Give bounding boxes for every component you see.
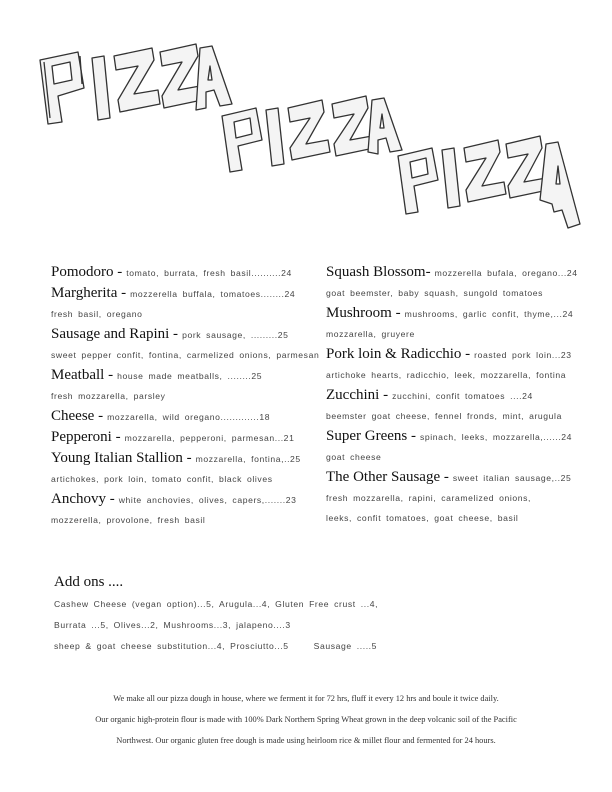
item-description-continued: artichoke hearts, radicchio, leek, mozzarella, fontina: [326, 370, 567, 380]
menu-left-column: [51, 262, 320, 530]
dough-note-line: Northwest. Our organic gluten free dough is made using heirloom rice & millet flour and fermented for 24 hours.: [116, 736, 496, 745]
addons-line: sheep & goat cheese substitution...4, Prosciutto...5 Sausage .....5: [54, 641, 378, 651]
addons-section: [54, 572, 574, 657]
item-description-continued: mozzarella, gruyere: [326, 329, 415, 339]
item-description: tomato, burrata, fresh basil..........24: [126, 268, 292, 278]
menu-item-margherita: [51, 283, 313, 324]
item-name: Super Greens -: [326, 428, 416, 444]
item-description-continued: fresh mozzarella, parsley: [51, 391, 166, 401]
item-description-continued: fresh mozzarella, rapini, caramelized onions, leeks, confit tomatoes, goat cheese, basil: [326, 493, 532, 523]
item-description: mozzarella, wild oregano.............18: [107, 412, 271, 422]
item-description-continued: goat beemster, baby squash, sungold tomatoes: [326, 288, 543, 298]
menu-item-anchovy: [51, 489, 313, 530]
item-description: zucchini, confit tomatoes ....24: [392, 391, 533, 401]
item-description: mozzarella, fontina,..25: [195, 454, 301, 464]
addons-line: Burrata ...5, Olives...2, Mushrooms...3, jalapeno....3: [54, 620, 291, 630]
item-name: Cheese -: [51, 408, 104, 424]
item-name: The Other Sausage -: [326, 469, 449, 485]
menu-item-pork-loin-radicchio: [326, 344, 596, 385]
dough-note-line: Our organic high-protein flour is made with 100% Dark Northern Spring Wheat grown in the deep volcanic soil of the Pacific: [95, 715, 517, 724]
item-name: Sausage and Rapini -: [51, 326, 179, 342]
dough-note: [30, 688, 582, 751]
menu-item-other-sausage: [326, 467, 596, 528]
item-description: mozzerella buffala, tomatoes........24: [130, 289, 296, 299]
item-description-continued: mozzerella, provolone, fresh basil: [51, 515, 206, 525]
menu-right-column: [326, 262, 596, 528]
addons-line: Cashew Cheese (vegan option)...5, Arugula...4, Gluten Free crust ...4,: [54, 599, 379, 609]
item-description-continued: beemster goat cheese, fennel fronds, mint, arugula: [326, 411, 562, 421]
item-description-continued: artichokes, pork loin, tomato confit, black olives: [51, 474, 273, 484]
item-description: mozzerella bufala, oregano...24: [434, 268, 578, 278]
item-description-continued: goat cheese: [326, 452, 382, 462]
logo-word-1: [40, 44, 232, 124]
pizza-logo-drawing: [0, 0, 612, 260]
item-description: mozzarella, pepperoni, parmesan...21: [124, 433, 295, 443]
item-name: Mushroom -: [326, 305, 401, 321]
item-description: mushrooms, garlic confit, thyme,...24: [404, 309, 574, 319]
item-name: Pepperoni -: [51, 429, 121, 445]
item-description: white anchovies, olives, capers,.......23: [118, 495, 297, 505]
item-name: Anchovy -: [51, 491, 115, 507]
item-description: pork sausage, .........25: [182, 330, 289, 340]
menu-item-sausage-rapini: [51, 324, 320, 365]
menu-item-pepperoni: [51, 427, 313, 448]
item-name: Zucchini -: [326, 387, 389, 403]
item-description-continued: sweet pepper confit, fontina, carmelized onions, parmesan: [51, 350, 320, 360]
menu-item-squash-blossom: [326, 262, 596, 303]
item-description: house made meatballs, ........25: [117, 371, 263, 381]
item-name: Pork loin & Radicchio -: [326, 346, 471, 362]
addons-title: Add ons ....: [54, 574, 124, 590]
menu-item-super-greens: [326, 426, 596, 467]
menu-item-pomodoro: [51, 262, 313, 283]
item-name: Margherita -: [51, 285, 127, 301]
item-description: spinach, leeks, mozzarella,......24: [419, 432, 573, 442]
menu-item-cheese: [51, 406, 313, 427]
dough-note-line: We make all our pizza dough in house, where we ferment it for 72 hrs, fluff it every 12 hrs and boule it twice daily.: [113, 694, 499, 703]
logo-word-2: [222, 96, 402, 172]
item-name: Young Italian Stallion -: [51, 450, 192, 466]
item-description-continued: fresh basil, oregano: [51, 309, 143, 319]
menu-item-young-italian-stallion: [51, 448, 313, 489]
pizza-logo: [0, 0, 612, 260]
menu-item-mushroom: [326, 303, 596, 344]
logo-word-3: [398, 136, 580, 228]
item-name: Squash Blossom-: [326, 264, 431, 280]
menu-item-zucchini: [326, 385, 596, 426]
item-name: Meatball -: [51, 367, 114, 383]
item-description: roasted pork loin...23: [474, 350, 572, 360]
menu-item-meatball: [51, 365, 313, 406]
item-name: Pomodoro -: [51, 264, 123, 280]
item-description: sweet italian sausage,..25: [452, 473, 572, 483]
